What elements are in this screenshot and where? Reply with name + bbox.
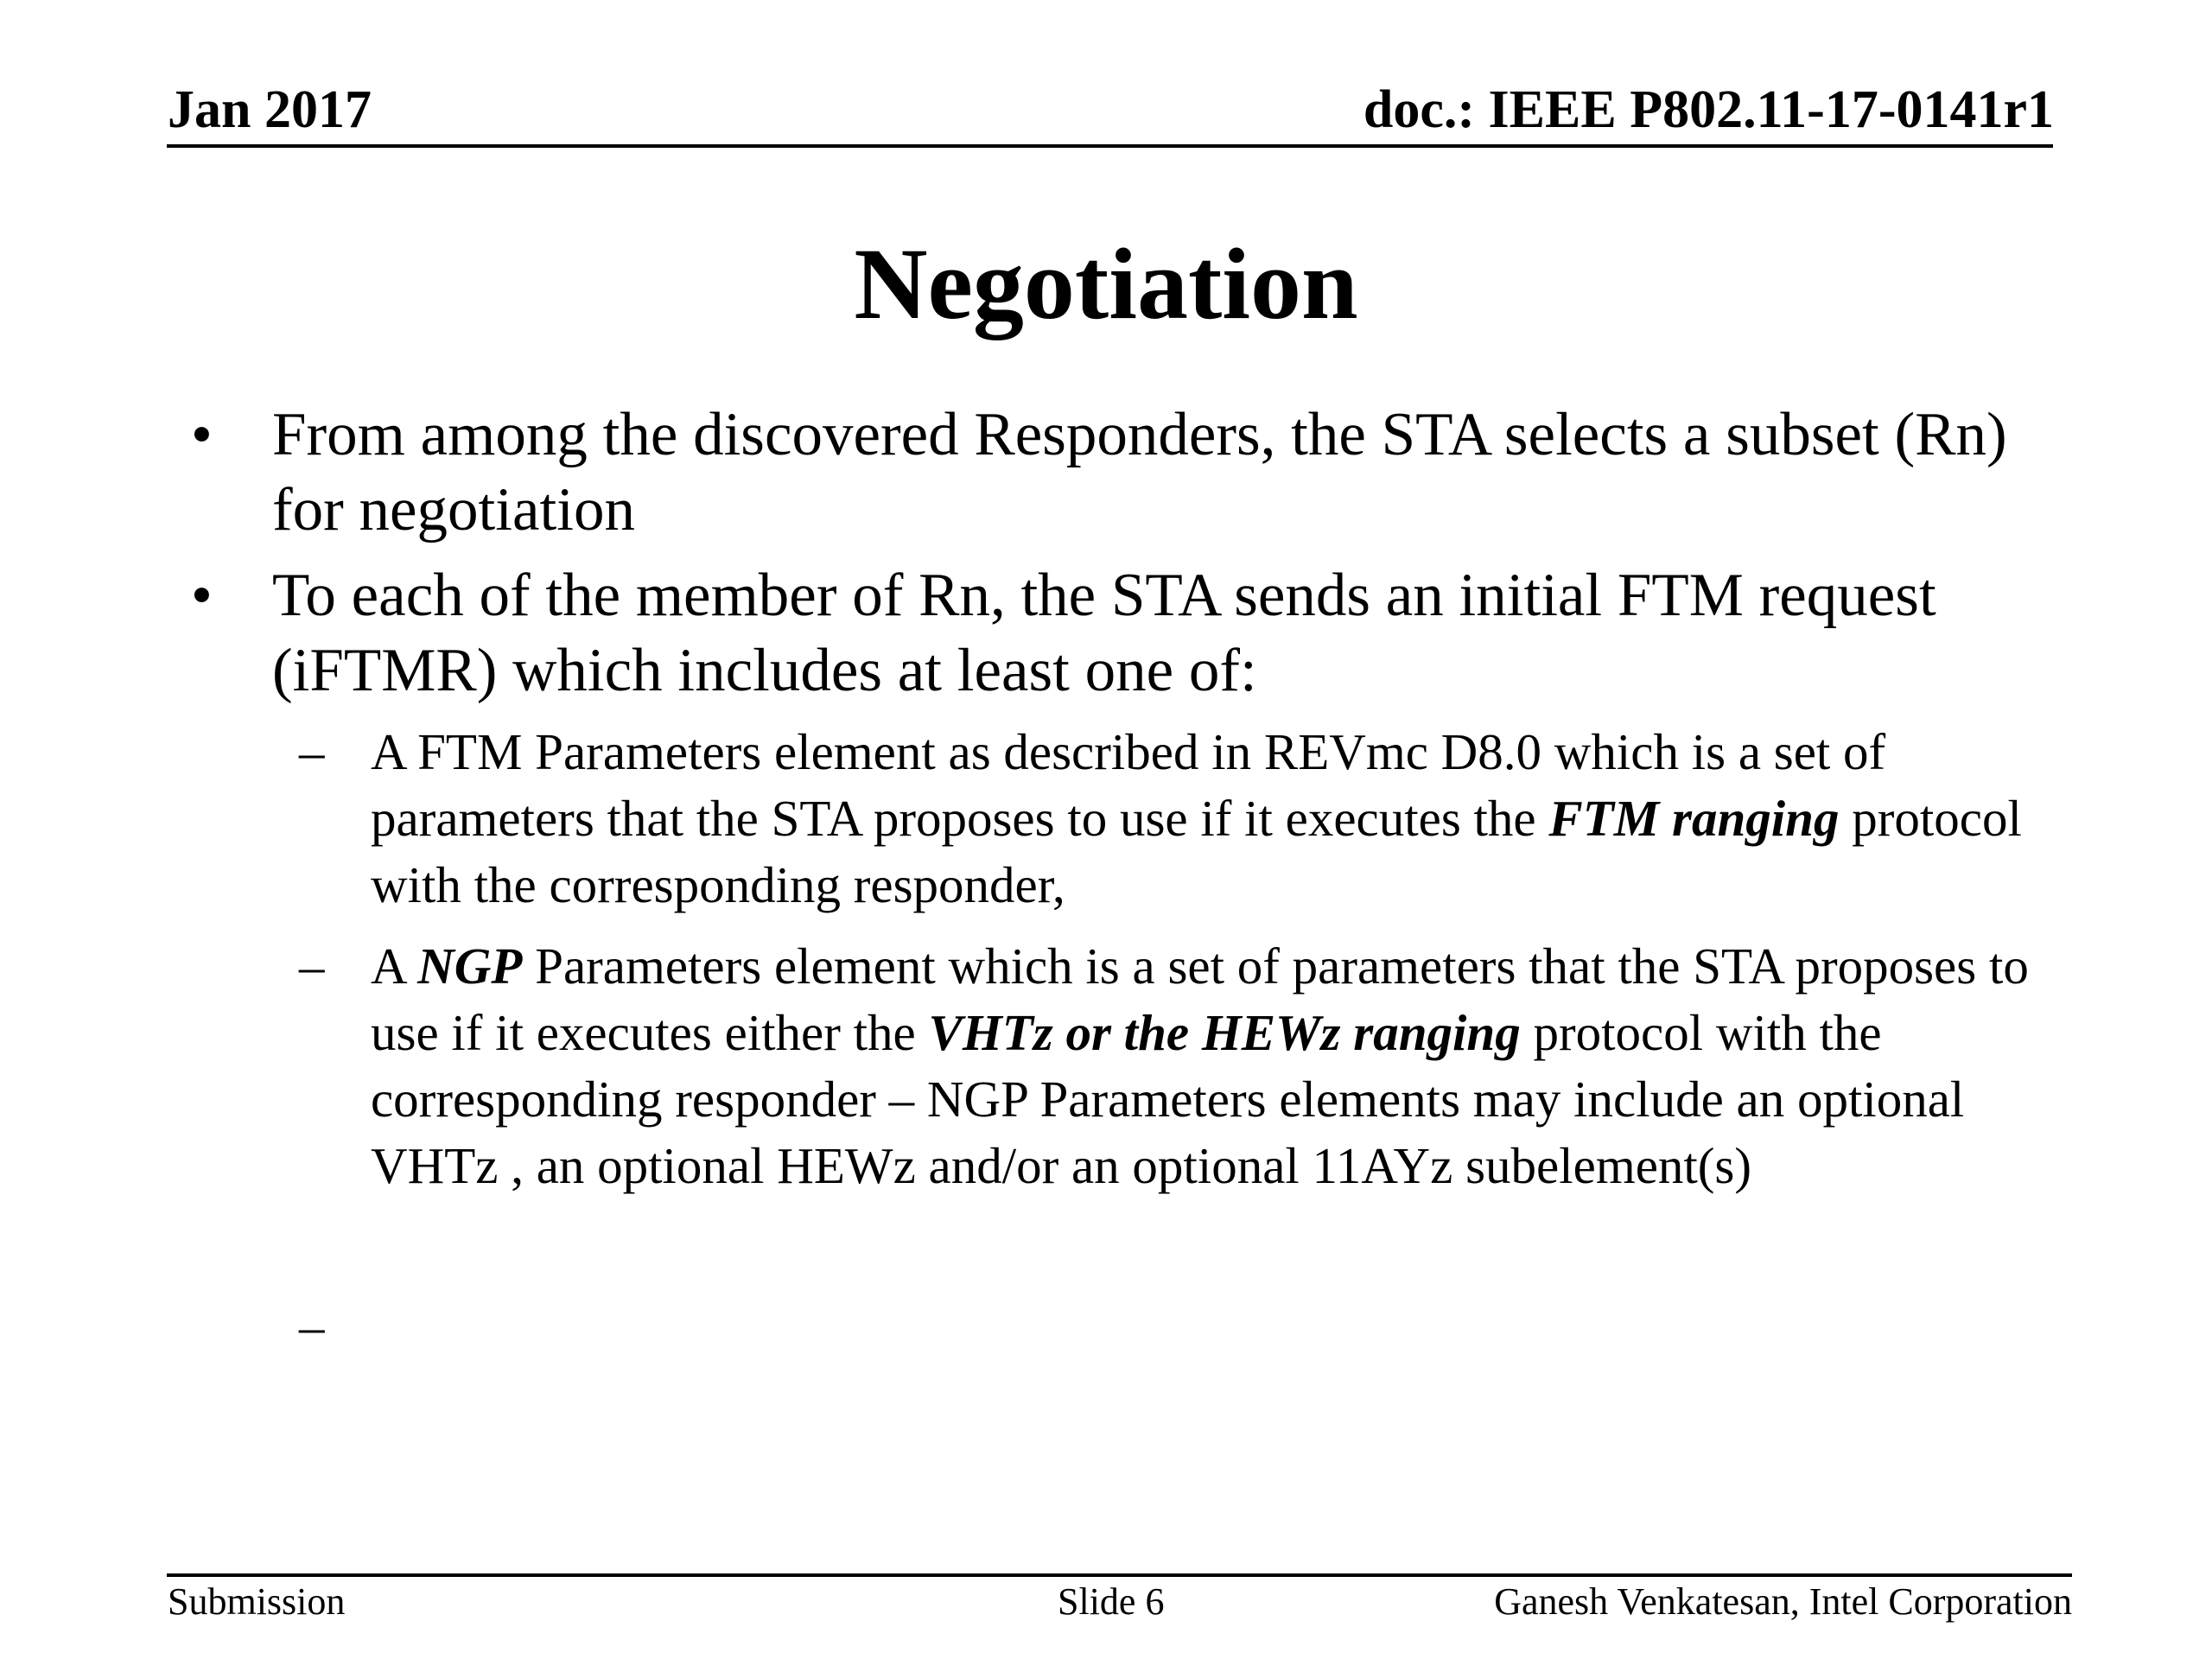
emphasis-text: FTM ranging (1548, 790, 1840, 847)
header-date: Jan 2017 (168, 80, 372, 139)
sub-bullet-marker: – (299, 938, 325, 995)
footer-divider (167, 1573, 2072, 1577)
bullet-item (191, 558, 2069, 709)
emphasis-text: NGP (417, 938, 523, 995)
empty-sub-bullet: – (299, 1298, 325, 1355)
slide-title: Negotiation (854, 227, 1358, 340)
sub-bullet-text: Parameters element which is a set of parameters that the STA proposes to use if it executes either the (371, 938, 2029, 1061)
sub-bullet-item (299, 933, 2064, 1199)
bullet-marker: • (191, 562, 213, 629)
sub-bullet-text: A (371, 938, 418, 995)
footer-slide-number: Slide 6 (1058, 1580, 1165, 1623)
bullet-text: From among the discovered Responders, the STA selects a subset (Rn) for negotiation (272, 401, 2007, 543)
bullet-item (191, 397, 2069, 548)
sub-bullet-item (299, 719, 2064, 918)
footer-author: Ganesh Venkatesan, Intel Corporation (1494, 1580, 2072, 1623)
emphasis-text: VHTz or the HEWz ranging (928, 1004, 1521, 1061)
sub-bullet-text: protocol with the corresponding responder, (371, 790, 2022, 913)
bullet-text: To each of the member of Rn, the STA sends an initial FTM request (iFTMR) which includes at least one of: (272, 562, 1936, 704)
sub-bullet-marker: – (299, 723, 325, 780)
header-doc-id: doc.: IEEE P802.11-17-0141r1 (1363, 80, 2054, 139)
footer-submission: Submission (168, 1580, 346, 1623)
sub-bullet-text: protocol with the corresponding responder – NGP Parameters elements may include an optional VHTz , an optional HEWz and/or an optional 11AYz subelement(s) (371, 1004, 1965, 1194)
bullet-marker: • (191, 401, 213, 468)
header-divider (167, 144, 2053, 148)
sub-bullet-text: A FTM Parameters element as described in REVmc D8.0 which is a set of parameters that the STA proposes to use if it executes the (371, 723, 1886, 847)
